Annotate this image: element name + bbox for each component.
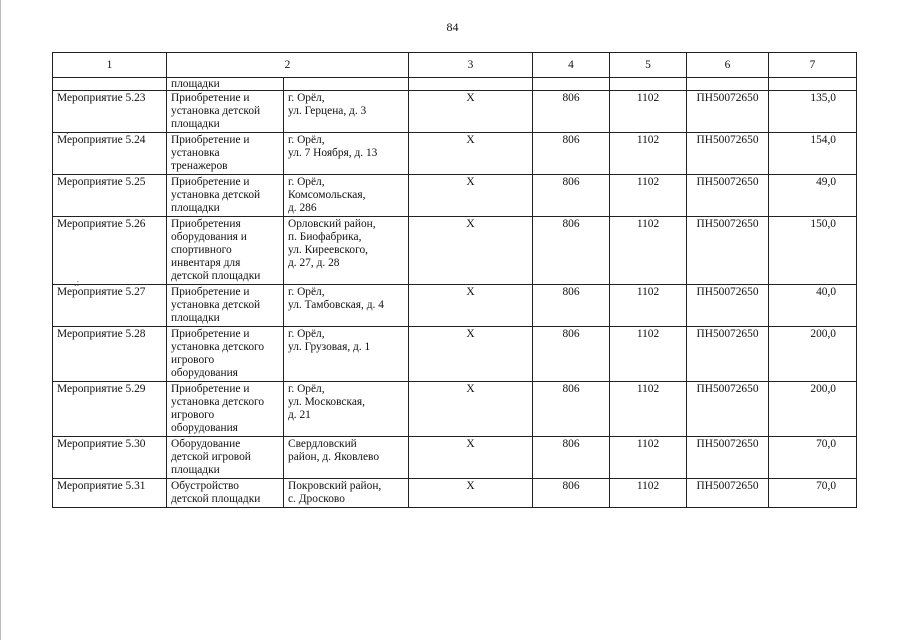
col3-cell: Х [409, 175, 533, 217]
col7-cell: 154,0 [769, 133, 857, 175]
continuation-cell-4 [533, 78, 610, 91]
col4-cell: 806 [533, 175, 610, 217]
table-row [53, 437, 857, 479]
col5-cell: 1102 [610, 133, 687, 175]
name-cell-line: оборудования [171, 422, 238, 434]
header-row [53, 53, 857, 78]
address-cell-line: ул. Киреевского, [288, 244, 369, 256]
header-cell-2: 2 [167, 53, 409, 78]
continuation-cell-address [284, 78, 409, 91]
address-cell [284, 217, 409, 285]
event-cell: Мероприятие 5.30 [53, 437, 167, 479]
name-cell-line: спортивного [171, 244, 232, 256]
name-cell [167, 133, 284, 175]
address-cell [284, 91, 409, 133]
col6-cell: ПН50072650 [687, 479, 769, 508]
name-cell-line: установка детского [171, 341, 265, 353]
name-cell-line: Приобретение и [171, 134, 250, 146]
col3-cell: Х [409, 479, 533, 508]
col3-cell: Х [409, 91, 533, 133]
name-cell-line: Приобретение и [171, 286, 250, 298]
name-cell-line: детской площадки [171, 493, 261, 505]
address-cell-line: д. 21 [288, 409, 311, 421]
address-cell-line: г. Орёл, [288, 328, 325, 340]
event-cell: Мероприятие 5.26 [53, 217, 167, 285]
continuation-row [53, 78, 857, 91]
continuation-cell-event [53, 78, 167, 91]
name-cell-line: площадки [171, 464, 220, 476]
col4-cell: 806 [533, 479, 610, 508]
event-cell: Мероприятие 5.27 [53, 285, 167, 327]
event-cell: Мероприятие 5.28 [53, 327, 167, 382]
table-row [53, 382, 857, 437]
col7-cell: 40,0 [769, 285, 857, 327]
col5-cell: 1102 [610, 437, 687, 479]
col5-cell: 1102 [610, 91, 687, 133]
col3-cell: Х [409, 133, 533, 175]
event-cell: Мероприятие 5.25 [53, 175, 167, 217]
col5-cell: 1102 [610, 285, 687, 327]
col5-cell: 1102 [610, 382, 687, 437]
address-cell [284, 479, 409, 508]
name-cell-line: оборудования [171, 367, 238, 379]
name-cell [167, 437, 284, 479]
event-cell: Мероприятие 5.31 [53, 479, 167, 508]
header-cell-4: 4 [533, 53, 610, 78]
name-cell-line: установка [171, 147, 220, 159]
address-cell-line: Комсомольская, [288, 189, 366, 201]
name-cell [167, 479, 284, 508]
col5-cell: 1102 [610, 479, 687, 508]
address-cell-line: ул. Герцена, д. 3 [288, 105, 367, 117]
name-cell-line: игрового [171, 354, 215, 366]
header-cell-7: 7 [769, 53, 857, 78]
table-row [53, 327, 857, 382]
name-cell-line: Приобретение и [171, 328, 250, 340]
col6-cell: ПН50072650 [687, 285, 769, 327]
name-cell-line: установка детской [171, 105, 261, 117]
col5-cell: 1102 [610, 175, 687, 217]
name-cell-line: установка детского [171, 396, 265, 408]
name-cell [167, 217, 284, 285]
table-row [53, 175, 857, 217]
address-cell-line: ул. Грузовая, д. 1 [288, 341, 371, 353]
col7-cell: 150,0 [769, 217, 857, 285]
col6-cell: ПН50072650 [687, 217, 769, 285]
col3-cell: Х [409, 285, 533, 327]
event-cell: Мероприятие 5.24 [53, 133, 167, 175]
col7-cell: 135,0 [769, 91, 857, 133]
address-cell-line: п. Биофабрика, [288, 231, 362, 243]
name-cell [167, 327, 284, 382]
table-row [53, 479, 857, 508]
col4-cell: 806 [533, 91, 610, 133]
name-cell-line: Оборудование [171, 438, 241, 450]
name-cell-line: игрового [171, 409, 215, 421]
continuation-cell-6 [687, 78, 769, 91]
continuation-cell-7 [769, 78, 857, 91]
name-cell-line: установка детской [171, 299, 261, 311]
table-row [53, 91, 857, 133]
header-cell-3: 3 [409, 53, 533, 78]
name-cell-line: площадки [171, 312, 220, 324]
col3-cell: Х [409, 217, 533, 285]
col7-cell: 200,0 [769, 382, 857, 437]
col7-cell: 49,0 [769, 175, 857, 217]
name-cell-line: Приобретения [171, 218, 241, 230]
name-cell-line: оборудования и [171, 231, 247, 243]
col5-cell: 1102 [610, 327, 687, 382]
header-cell-6: 6 [687, 53, 769, 78]
header-cell-5: 5 [610, 53, 687, 78]
address-cell [284, 133, 409, 175]
event-cell: Мероприятие 5.29 [53, 382, 167, 437]
event-cell: Мероприятие 5.23 [53, 91, 167, 133]
address-cell [284, 382, 409, 437]
address-cell-line: ул. 7 Ноября, д. 13 [288, 147, 378, 159]
col6-cell: ПН50072650 [687, 382, 769, 437]
col6-cell: ПН50072650 [687, 133, 769, 175]
address-cell-line: г. Орёл, [288, 286, 325, 298]
col6-cell: ПН50072650 [687, 91, 769, 133]
name-cell-line: Приобретение и [171, 92, 250, 104]
address-cell-line: г. Орёл, [288, 176, 325, 188]
col4-cell: 806 [533, 285, 610, 327]
col6-cell: ПН50072650 [687, 327, 769, 382]
continuation-cell-3 [409, 78, 533, 91]
col4-cell: 806 [533, 133, 610, 175]
name-cell [167, 175, 284, 217]
scan-speck: .: [74, 278, 80, 289]
address-cell-line: с. Дросково [288, 493, 345, 505]
name-cell-line: тренажеров [171, 160, 228, 172]
continuation-cell-name: площадки [167, 78, 284, 91]
scan-edge [0, 0, 1, 640]
name-cell-line: Приобретение и [171, 176, 250, 188]
col4-cell: 806 [533, 327, 610, 382]
col4-cell: 806 [533, 217, 610, 285]
address-cell [284, 327, 409, 382]
address-cell [284, 175, 409, 217]
col4-cell: 806 [533, 437, 610, 479]
col6-cell: ПН50072650 [687, 437, 769, 479]
name-cell [167, 382, 284, 437]
col3-cell: Х [409, 382, 533, 437]
col6-cell: ПН50072650 [687, 175, 769, 217]
budget-table [52, 52, 857, 508]
address-cell-line: район, д. Яковлево [288, 451, 380, 463]
name-cell-line: инвентаря для [171, 257, 241, 269]
name-cell-line: площадки [171, 118, 220, 130]
name-cell [167, 91, 284, 133]
col7-cell: 200,0 [769, 327, 857, 382]
name-cell-line: детской игровой [171, 451, 251, 463]
table-row [53, 217, 857, 285]
header-cell-1: 1 [53, 53, 167, 78]
address-cell-line: г. Орёл, [288, 383, 325, 395]
col7-cell: 70,0 [769, 437, 857, 479]
name-cell-line: площадки [171, 202, 220, 214]
address-cell-line: Орловский район, [288, 218, 376, 230]
continuation-cell-5 [610, 78, 687, 91]
name-cell-line: Обустройство [171, 480, 239, 492]
address-cell [284, 285, 409, 327]
page-number: 84 [446, 20, 459, 34]
name-cell-line: детской площадки [171, 270, 261, 282]
col7-cell: 70,0 [769, 479, 857, 508]
address-cell-line: д. 27, д. 28 [288, 257, 340, 269]
address-cell-line: г. Орёл, [288, 92, 325, 104]
col4-cell: 806 [533, 382, 610, 437]
table-row [53, 133, 857, 175]
budget-table-container [52, 52, 856, 508]
col5-cell: 1102 [610, 217, 687, 285]
address-cell-line: д. 286 [288, 202, 317, 214]
address-cell-line: ул. Московская, [288, 396, 365, 408]
name-cell [167, 285, 284, 327]
scan-speck: . [66, 126, 69, 137]
table-row [53, 285, 857, 327]
address-cell-line: Покровский район, [288, 480, 382, 492]
name-cell-line: установка детской [171, 189, 261, 201]
address-cell-line: Свердловский [288, 438, 357, 450]
col3-cell: Х [409, 437, 533, 479]
address-cell-line: г. Орёл, [288, 134, 325, 146]
col3-cell: Х [409, 327, 533, 382]
name-cell-line: Приобретение и [171, 383, 250, 395]
address-cell [284, 437, 409, 479]
address-cell-line: ул. Тамбовская, д. 4 [288, 299, 384, 311]
